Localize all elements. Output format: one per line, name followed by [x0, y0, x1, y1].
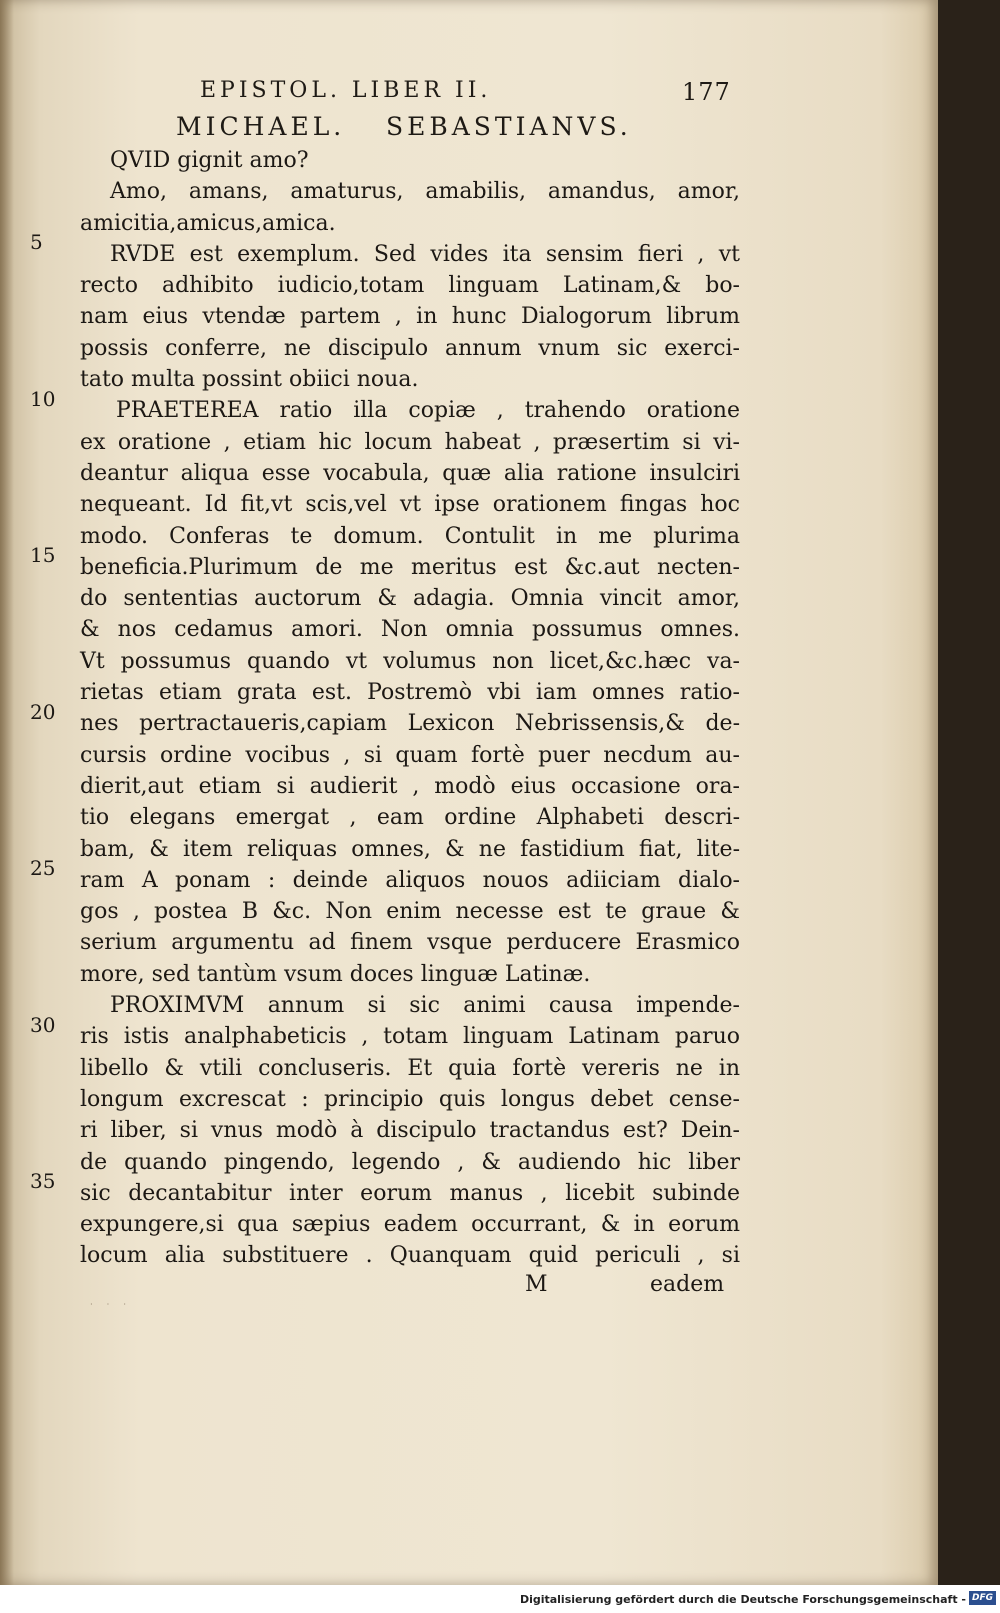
text-line: ri liber, si vnus modò à discipulo tractandus est? Dein- — [80, 1118, 740, 1144]
line-number-5: 5 — [30, 230, 43, 254]
text-line: more, sed tantùm vsum doces linguæ Latinæ. — [80, 961, 591, 987]
page-header — [0, 78, 938, 108]
text-line: tio elegans emergat , eam ordine Alphabeti descri- — [80, 805, 740, 831]
line-number-25: 25 — [30, 856, 56, 880]
text-line: longum excrescat : principio quis longus debet cense- — [80, 1086, 740, 1112]
text-line: beneficia.Plurimum de me meritus est &c.aut necten- — [80, 554, 740, 580]
running-head: EPISTOL. LIBER II. — [200, 78, 492, 103]
text-line: Vt possumus quando vt volumus non licet,&c.hæc va- — [80, 648, 740, 674]
line-number-10: 10 — [30, 387, 56, 411]
text-line: RVDE est exemplum. Sed vides ita sensim fieri , vt — [110, 241, 740, 267]
text-line: do sententias auctorum & adagia. Omnia vincit amor, — [80, 586, 740, 612]
dialogue-speakers — [176, 112, 736, 146]
text-line: PRAETEREA ratio illa copiæ , trahendo oratione — [116, 398, 740, 424]
text-line: ris istis analphabeticis , totam linguam Latinam paruo — [80, 1024, 740, 1050]
text-line: tato multa possint obiici noua. — [80, 367, 419, 393]
text-line: serium argumentu ad finem vsque perducere Erasmico — [80, 930, 740, 956]
text-line: modo. Conferas te domum. Contulit in me plurima — [80, 523, 740, 549]
text-line: ram A ponam : deinde aliquos nouos adiiciam dialo- — [80, 867, 740, 893]
text-line: expungere,si qua sæpius eadem occurrant, & in eorum — [80, 1212, 740, 1238]
text-line: nes pertractaueris,capiam Lexicon Nebrissensis,& de- — [80, 711, 740, 737]
line-number-35: 35 — [30, 1169, 56, 1193]
paper-specks: · · · — [90, 1300, 132, 1309]
digitization-credit-bar — [0, 1585, 1000, 1613]
body-text — [80, 145, 740, 1272]
text-line: bam, & item reliquas omnes, & ne fastidium fiat, lite- — [80, 836, 740, 862]
text-line: locum alia substituere . Quanquam quid periculi , si — [80, 1243, 740, 1269]
text-line: QVID gignit amo? — [110, 148, 309, 173]
text-line: cursis ordine vocibus , si quam fortè puer necdum au- — [80, 742, 740, 768]
text-line: rietas etiam grata est. Postremò vbi iam omnes ratio- — [80, 680, 740, 706]
text-line: dierit,aut etiam si audierit , modò eius occasione ora- — [80, 773, 740, 799]
text-line: recto adhibito iudicio,totam linguam Latinam,& bo- — [80, 273, 740, 299]
signature-mark: M — [525, 1272, 548, 1297]
text-line: gos , postea B &c. Non enim necesse est te graue & — [80, 899, 740, 925]
text-line: libello & vtili concluseris. Et quia fortè vereris ne in — [80, 1055, 740, 1081]
speaker-michael: MICHAEL. — [176, 112, 346, 141]
text-line: possis conferre, ne discipulo annum vnum sic exerci- — [80, 335, 740, 361]
text-line: PROXIMVM annum si sic animi causa impende- — [110, 993, 740, 1019]
text-line: amicitia,amicus,amica. — [80, 210, 336, 236]
page-footer — [80, 1272, 740, 1309]
text-line: sic decantabitur inter eorum manus , licebit subinde — [80, 1180, 740, 1206]
text-line: Amo, amans, amaturus, amabilis, amandus, amor, — [110, 179, 740, 205]
catchword: eadem — [650, 1272, 725, 1297]
line-number-15: 15 — [30, 543, 56, 567]
text-line: nequeant. Id fit,vt scis,vel vt ipse orationem fingas hoc — [80, 492, 740, 518]
text-line: nam eius vtendæ partem , in hunc Dialogorum librum — [80, 304, 740, 330]
text-line: ex oratione , etiam hic locum habeat , præsertim si vi- — [80, 429, 740, 455]
line-number-20: 20 — [30, 700, 56, 724]
text-line: deantur aliqua esse vocabula, quæ alia ratione insulciri — [80, 460, 740, 486]
dfg-logo: DFG — [969, 1591, 996, 1605]
page-number: 177 — [682, 78, 731, 106]
text-line: de quando pingendo, legendo , & audiendo hic liber — [80, 1149, 740, 1175]
speaker-sebastianus: SEBASTIANVS. — [386, 112, 632, 141]
text-line: & nos cedamus amori. Non omnia possumus omnes. — [80, 617, 740, 643]
line-number-30: 30 — [30, 1013, 56, 1037]
credit-text: Digitalisierung gefördert durch die Deutsche Forschungsgemeinschaft - — [519, 1593, 966, 1606]
